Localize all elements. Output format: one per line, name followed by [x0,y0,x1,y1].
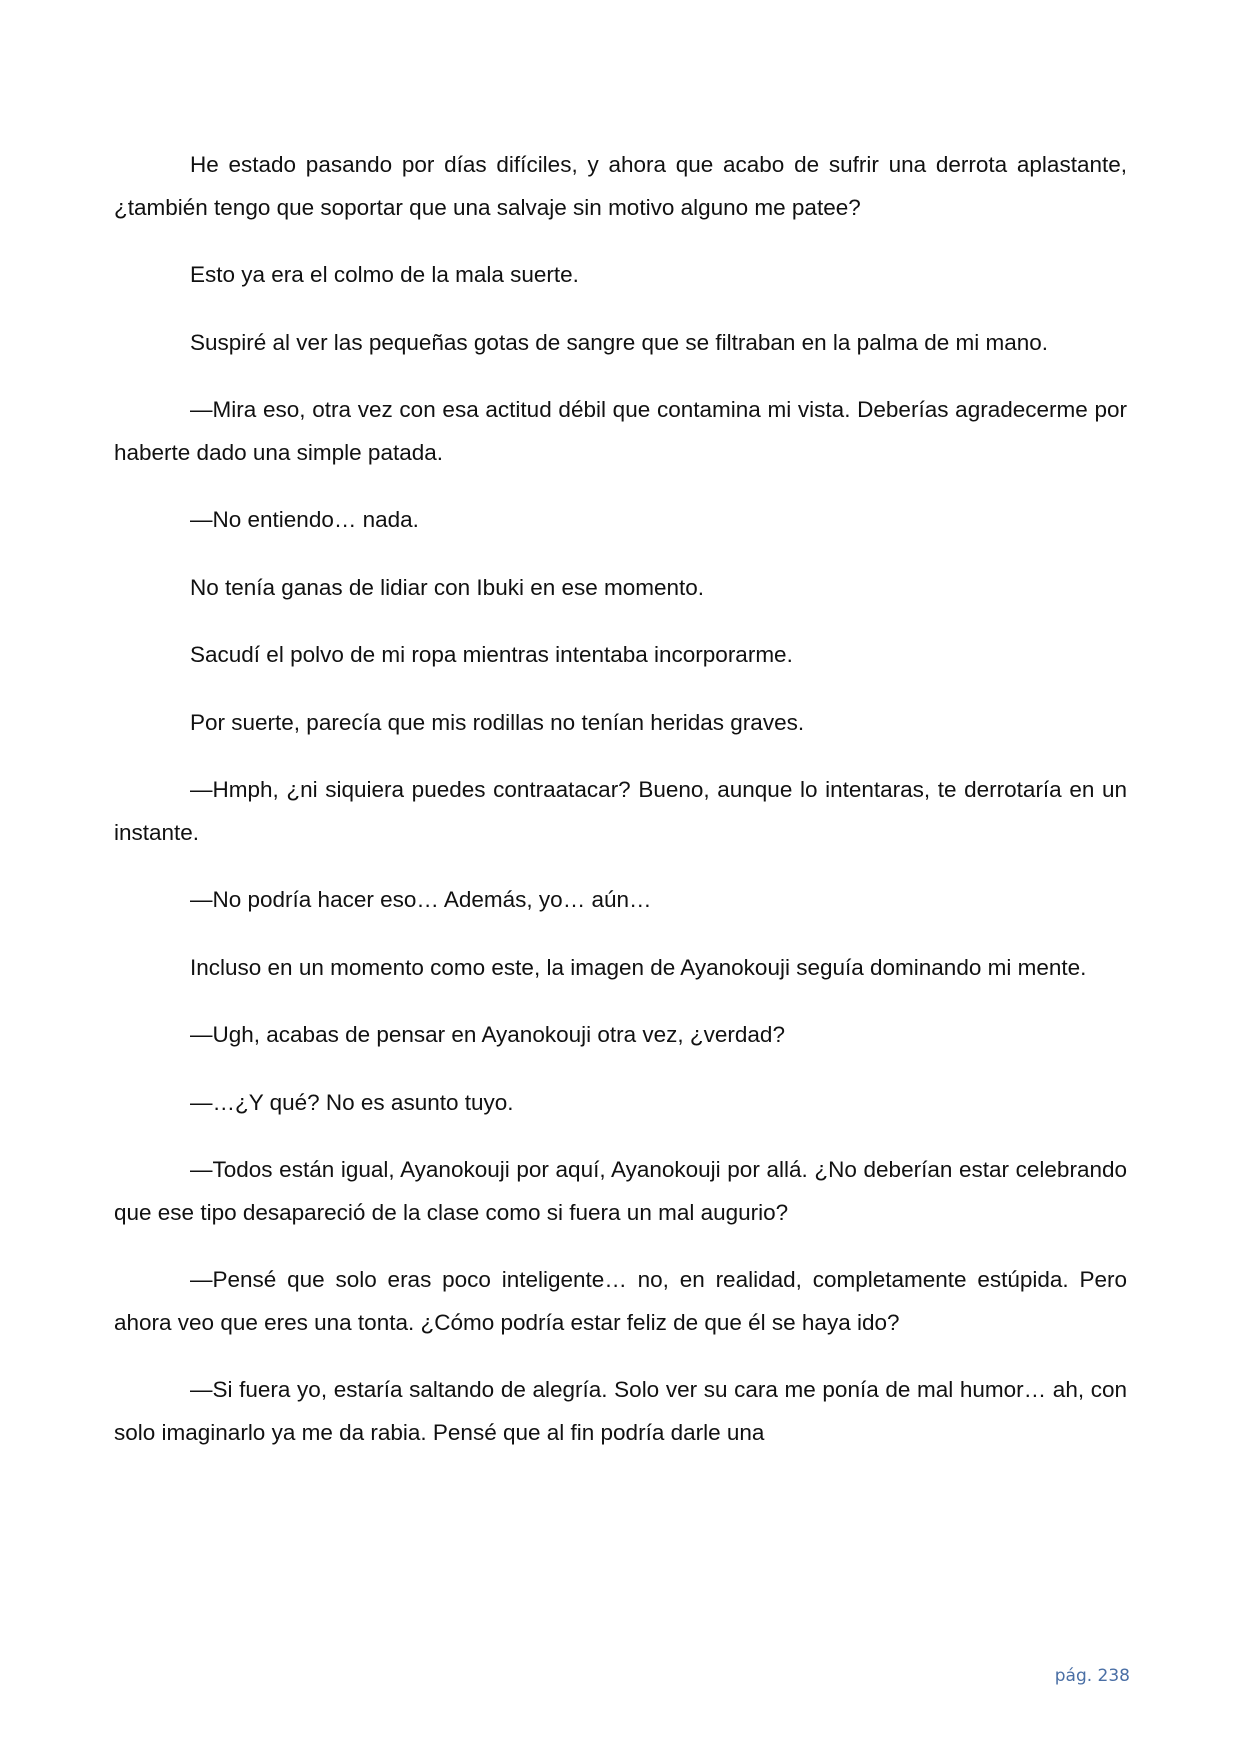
page-number: pág. 238 [1054,1666,1130,1686]
paragraph: —Todos están igual, Ayanokouji por aquí, Ayanokouji por allá. ¿No deberían estar celebrando que ese tipo desapareció de la clase como si fuera un mal augurio? [114,1157,1127,1225]
paragraph: —Mira eso, otra vez con esa actitud débil que contamina mi vista. Deberías agradecerme por haberte dado una simple patada. [114,397,1127,465]
paragraph: Incluso en un momento como este, la imagen de Ayanokouji seguía dominando mi mente. [190,954,1087,980]
paragraph: He estado pasando por días difíciles, y ahora que acabo de sufrir una derrota aplastante, ¿también tengo que soportar que una salvaje sin motivo alguno me patee? [114,152,1127,220]
paragraph: —…¿Y qué? No es asunto tuyo. [190,1089,514,1115]
paragraph: —Si fuera yo, estaría saltando de alegría. Solo ver su cara me ponía de mal humor… ah, con solo imaginarlo ya me da rabia. Pensé que al fin podría darle una [114,1377,1127,1445]
paragraph: No tenía ganas de lidiar con Ibuki en ese momento. [190,574,705,600]
paragraph: —Ugh, acabas de pensar en Ayanokouji otra vez, ¿verdad? [190,1022,785,1047]
paragraph: —Hmph, ¿ni siquiera puedes contraatacar? Bueno, aunque lo intentaras, te derrotaría en un instante. [114,777,1127,845]
paragraph: Esto ya era el colmo de la mala suerte. [190,262,579,287]
paragraph: —No podría hacer eso… Además, yo… aún… [190,887,652,912]
document-body [114,144,1127,1479]
paragraph: —Pensé que solo eras poco inteligente… no, en realidad, completamente estúpida. Pero ahora veo que eres una tonta. ¿Cómo podría estar feliz de que él se haya ido? [114,1267,1127,1335]
paragraph: Suspiré al ver las pequeñas gotas de sangre que se filtraban en la palma de mi mano. [190,329,1049,355]
paragraph: Sacudí el polvo de mi ropa mientras intentaba incorporarme. [190,642,793,667]
paragraph: Por suerte, parecía que mis rodillas no tenían heridas graves. [190,709,805,735]
paragraph: —No entiendo… nada. [190,507,419,532]
